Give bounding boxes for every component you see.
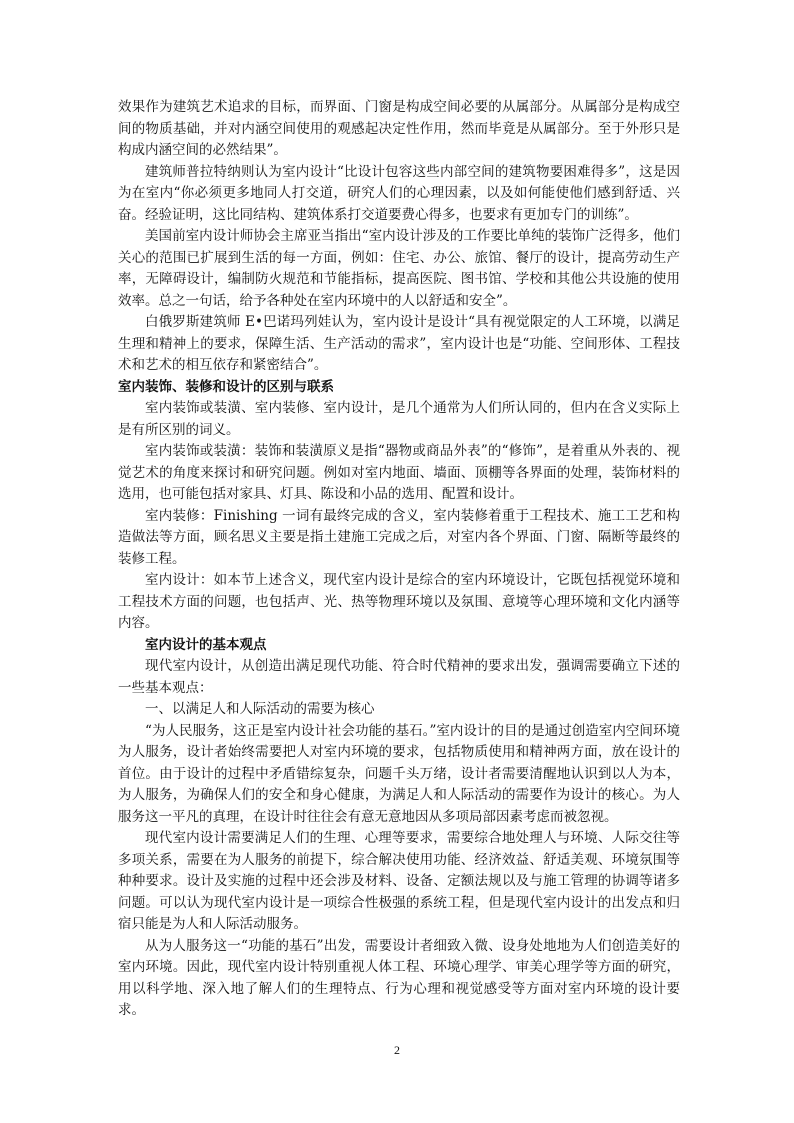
- paragraph: 从为人服务这一“功能的基石”出发，需要设计者细致入微、设身处地地为人们创造美好的室内环境。因此，现代室内设计特别重视人体工程、环境心理学、审美心理学等方面的研究，用以科学地、深入地了解人们的生理特点、行为心理和视觉感受等方面对室内环境的设计要求。: [118, 937, 680, 1018]
- paragraph: 室内设计：如本节上述含义，现代室内设计是综合的室内环境设计，它既包括视觉环境和工程技术方面的问题，也包括声、光、热等物理环境以及氛围、意境等心理环境和文化内涵等内容。: [118, 572, 680, 631]
- paragraph: 室内装修：Finishing 一词有最终完成的含义，室内装修着重于工程技术、施工工艺和构造做法等方面，顾名思义主要是指土建施工完成之后，对室内各个界面、门窗、隔断等最终的装修工程。: [118, 507, 680, 567]
- paragraph: 室内装饰或装潢、室内装修、室内设计，是几个通常为人们所认同的，但内在含义实际上是有所区别的词义。: [118, 400, 680, 438]
- page-number: 2: [394, 1043, 400, 1057]
- paragraph: 美国前室内设计师协会主席亚当指出“室内设计涉及的工作要比单纯的装饰广泛得多，他们关心的范围已扩展到生活的每一方面，例如：住宅、办公、旅馆、餐厅的设计，提高劳动生产率，无障碍设计，编制防火规范和节能指标，提高医院、图书馆、学校和其他公共设施的使用效率。总之一句话，给予各种处在室内环境中的人以舒适和安全”。: [118, 228, 680, 309]
- paragraph: “为人民服务，这正是室内设计社会功能的基石。”室内设计的目的是通过创造室内空间环境为人服务，设计者始终需要把人对室内环境的要求，包括物质使用和精神两方面，放在设计的首位。由于设计的过程中矛盾错综复杂，问题千头万绪，设计者需要清醒地认识到以人为本，为人服务，为确保人们的安全和身心健康，为满足人和人际活动的需要作为设计的核心。为人服务这一平凡的真理，在设计时往往会有意无意地因从多项局部因素考虑而被忽视。: [118, 722, 680, 825]
- section-heading: 室内装饰、装修和设计的区别与联系: [118, 378, 334, 395]
- paragraph: 效果作为建筑艺术追求的目标，而界面、门窗是构成空间必要的从属部分。从属部分是构成空间的物质基础，并对内涵空间使用的观感起决定性作用，然而毕竟是从属部分。至于外形只是构成内涵空间的必然结果”。: [118, 99, 680, 158]
- paragraph: 现代室内设计需要满足人们的生理、心理等要求，需要综合地处理人与环境、人际交往等多项关系，需要在为人服务的前提下，综合解决使用功能、经济效益、舒适美观、环境氛围等种种要求。设计及实施的过程中还会涉及材料、设备、定额法规以及与施工管理的协调等诸多问题。可以认为现代室内设计是一项综合性极强的系统工程，但是现代室内设计的出发点和归宿只能是为人和人际活动服务。: [118, 830, 680, 932]
- paragraph: 室内装饰或装潢：装饰和装潢原义是指“器物或商品外表”的“修饰”，是着重从外表的、视觉艺术的角度来探讨和研究问题。例如对室内地面、墙面、顶棚等各界面的处理，装饰材料的选用，也可能包括对家具、灯具、陈设和小品的选用、配置和设计。: [118, 443, 680, 502]
- document-body: [118, 97, 680, 1022]
- paragraph: 现代室内设计，从创造出满足现代功能、符合时代精神的要求出发，强调需要确立下述的一些基本观点：: [118, 658, 680, 696]
- section-heading: 室内设计的基本观点: [145, 636, 267, 653]
- paragraph: 白俄罗斯建筑师 E•巴诺玛列娃认为，室内设计是设计“具有视觉限定的人工环境，以满足生理和精神上的要求，保障生活、生产活动的需求”，室内设计也是“功能、空间形体、工程技术和艺术的相互依存和紧密结合”。: [118, 314, 680, 373]
- paragraph: 建筑师普拉特纳则认为室内设计“比设计包容这些内部空间的建筑物要困难得多”，这是因为在室内“你必须更多地同人打交道，研究人们的心理因素，以及如何能使他们感到舒适、兴奋。经验证明，这比同结构、建筑体系打交道要费心得多，也要求有更加专门的训练”。: [118, 163, 680, 223]
- paragraph: 一、以满足人和人际活动的需要为核心: [145, 701, 375, 717]
